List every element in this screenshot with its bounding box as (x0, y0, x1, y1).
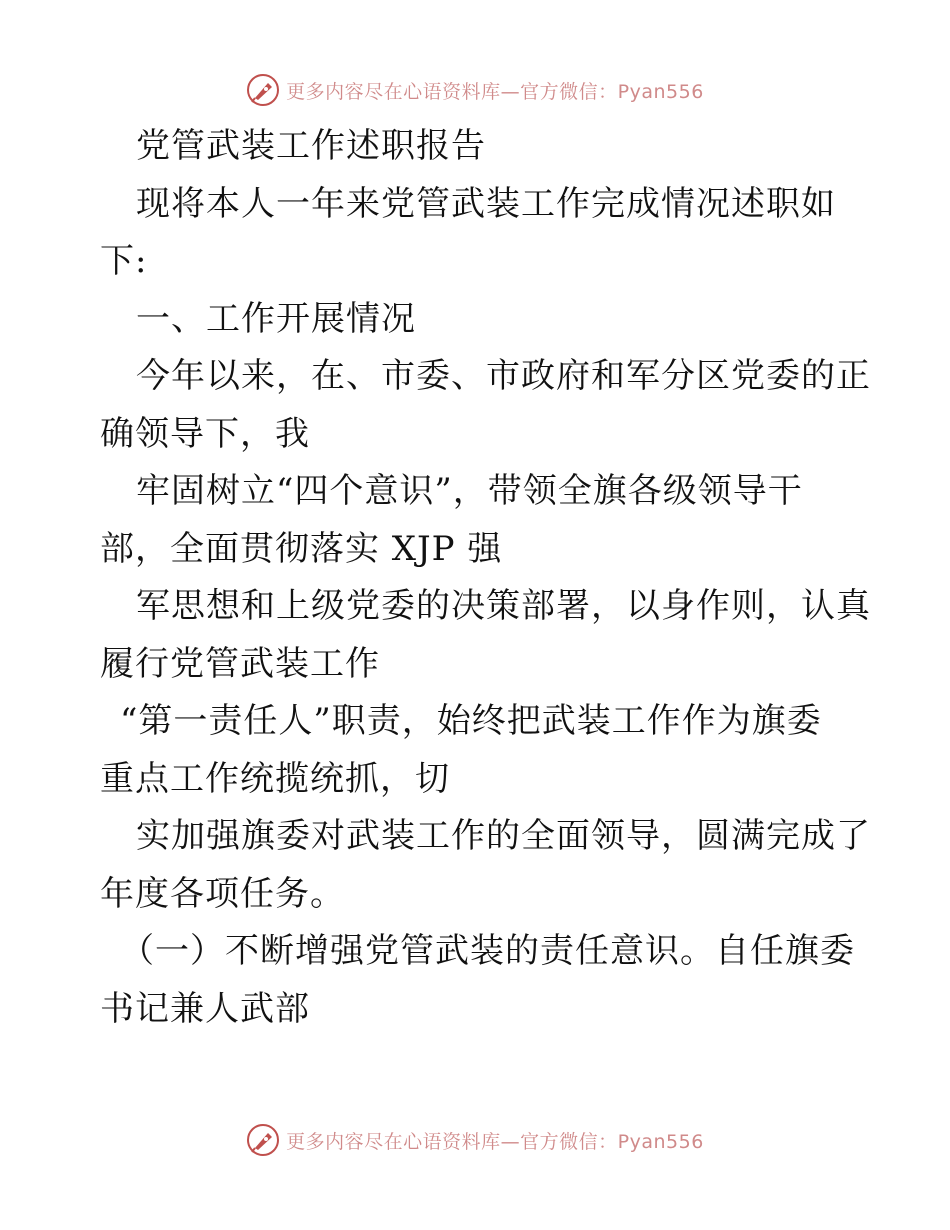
section-heading: 一、工作开展情况 (136, 298, 416, 339)
paragraph-line: 现将本人一年来党管武装工作完成情况述职如 (136, 183, 836, 224)
paragraph-line: 今年以来，在、市委、市政府和军分区党委的正 (136, 356, 871, 396)
pen-nib-logo-icon (246, 73, 280, 107)
header-watermark (0, 70, 950, 110)
pen-nib-logo-icon (246, 1123, 280, 1157)
paragraph-line: 年度各项任务。 (100, 873, 345, 914)
paragraph-line: 部，全面贯彻落实 XJP 强 (100, 528, 503, 569)
paragraph-line: 重点工作统揽统抓，切 (100, 758, 450, 799)
watermark-text: 更多内容尽在心语资料库—官方微信：Pyan556 (286, 80, 704, 103)
paragraph-line: 牢固树立“四个意识”，带领全旗各级领导干 (136, 471, 803, 511)
paragraph-line: 下: (100, 241, 148, 281)
paragraph-line: 实加强旗委对武装工作的全面领导，圆满完成了 (136, 816, 871, 856)
footer-watermark (0, 1120, 950, 1160)
paragraph-line: 履行党管武装工作 (100, 643, 380, 684)
document-title: 党管武装工作述职报告 (136, 126, 486, 166)
paragraph-line: “第一责任人”职责，始终把武装工作作为旗委 (120, 701, 822, 741)
paragraph-line: 书记兼人武部 (100, 988, 310, 1029)
paragraph-line: 军思想和上级党委的决策部署，以身作则，认真 (136, 586, 871, 626)
paragraph-line: 确领导下，我 (100, 413, 310, 454)
watermark-text: 更多内容尽在心语资料库—官方微信：Pyan556 (286, 1130, 704, 1153)
document-body (100, 118, 871, 1038)
subsection-heading: （一）不断增强党管武装的责任意识。自任旗委 (120, 931, 855, 971)
